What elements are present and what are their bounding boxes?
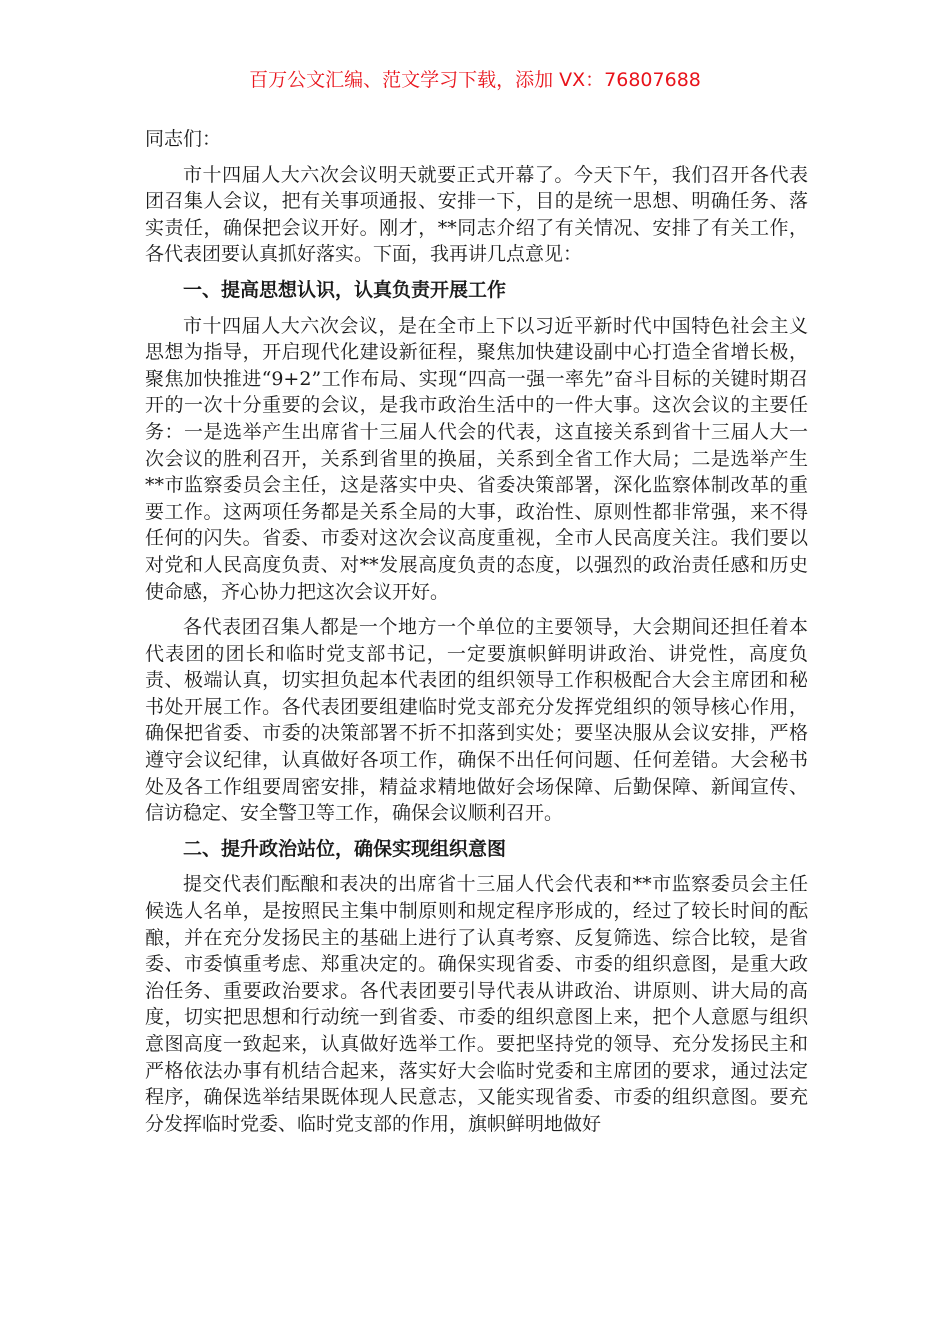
header-banner: 百万公文汇编、范文学习下载，添加 VX：76807688 <box>249 69 701 91</box>
section-heading-1: 一、提高思想认识，认真负责开展工作 <box>183 278 507 301</box>
salutation: 同志们： <box>145 128 222 150</box>
paragraph-section1-a: 市十四届人大六次会议，是在全市上下以习近平新时代中国特色社会主义思想为指导，开启现代化建设新征程，聚焦加快建设副中心打造全省增长极，聚焦加快推进“9+2”工作布局、实现“四高一强一率先”奋斗目标的关键时期召开的一次十分重要的会议，是我市政治生活中的一件大事。这次会议的主要任务：一是选举产生出席省十三届人代会的代表，这直接关系到省十三届人大一次会议的胜利召开，关系到省里的换届，关系到全省工作大局；二是选举产生**市监察委员会主任，这是落实中央、省委决策部署，深化监察体制改革的重要工作。这两项任务都是关系全局的大事，政治性、原则性都非常强，来不得任何的闪失。省委、市委对这次会议高度重视，全市人民高度关注。我们要以对党和人民高度负责、对**发展高度负责的态度，以强烈的政治责任感和历史使命感，齐心协力把这次会议开好。 <box>145 314 808 603</box>
section-heading-2: 二、提升政治站位，确保实现组织意图 <box>183 837 507 860</box>
paragraph-intro: 市十四届人大六次会议明天就要正式开幕了。今天下午，我们召开各代表团召集人会议，把有关事项通报、安排一下，目的是统一思想、明确任务、落实责任，确保把会议开好。刚才，**同志介绍了有关情况、安排了有关工作，各代表团要认真抓好落实。下面，我再讲几点意见： <box>145 163 808 266</box>
document-body <box>145 126 808 1146</box>
paragraph-section2-a: 提交代表们酝酿和表决的出席省十三届人代会代表和**市监察委员会主任候选人名单，是按照民主集中制原则和规定程序形成的，经过了较长时间的酝酿，并在充分发扬民主的基础上进行了认真考察、反复筛选、综合比较，是省委、市委慎重考虑、郑重决定的。确保实现省委、市委的组织意图，是重大政治任务、重要政治要求。各代表团要引导代表从讲政治、讲原则、讲大局的高度，切实把思想和行动统一到省委、市委的组织意图上来，把个人意愿与组织意图高度一致起来，认真做好选举工作。要把坚持党的领导、充分发扬民主和严格依法办事有机结合起来，落实好大会临时党委和主席团的要求，通过法定程序，确保选举结果既体现人民意志，又能实现省委、市委的组织意图。要充分发挥临时党委、临时党支部的作用，旗帜鲜明地做好 <box>145 873 808 1135</box>
paragraph-section1-b: 各代表团召集人都是一个地方一个单位的主要领导，大会期间还担任着本代表团的团长和临时党支部书记，一定要旗帜鲜明讲政治、讲党性，高度负责、极端认真，切实担负起本代表团的组织领导工作积极配合大会主席团和秘书处开展工作。各代表团要组建临时党支部充分发挥党组织的领导核心作用，确保把省委、市委的决策部署不折不扣落到实处；要坚决服从会议安排，严格遵守会议纪律，认真做好各项工作，确保不出任何问题、任何差错。大会秘书处及各工作组要周密安排，精益求精地做好会场保障、后勤保障、新闻宣传、信访稳定、安全警卫等工作，确保会议顺利召开。 <box>145 616 808 825</box>
